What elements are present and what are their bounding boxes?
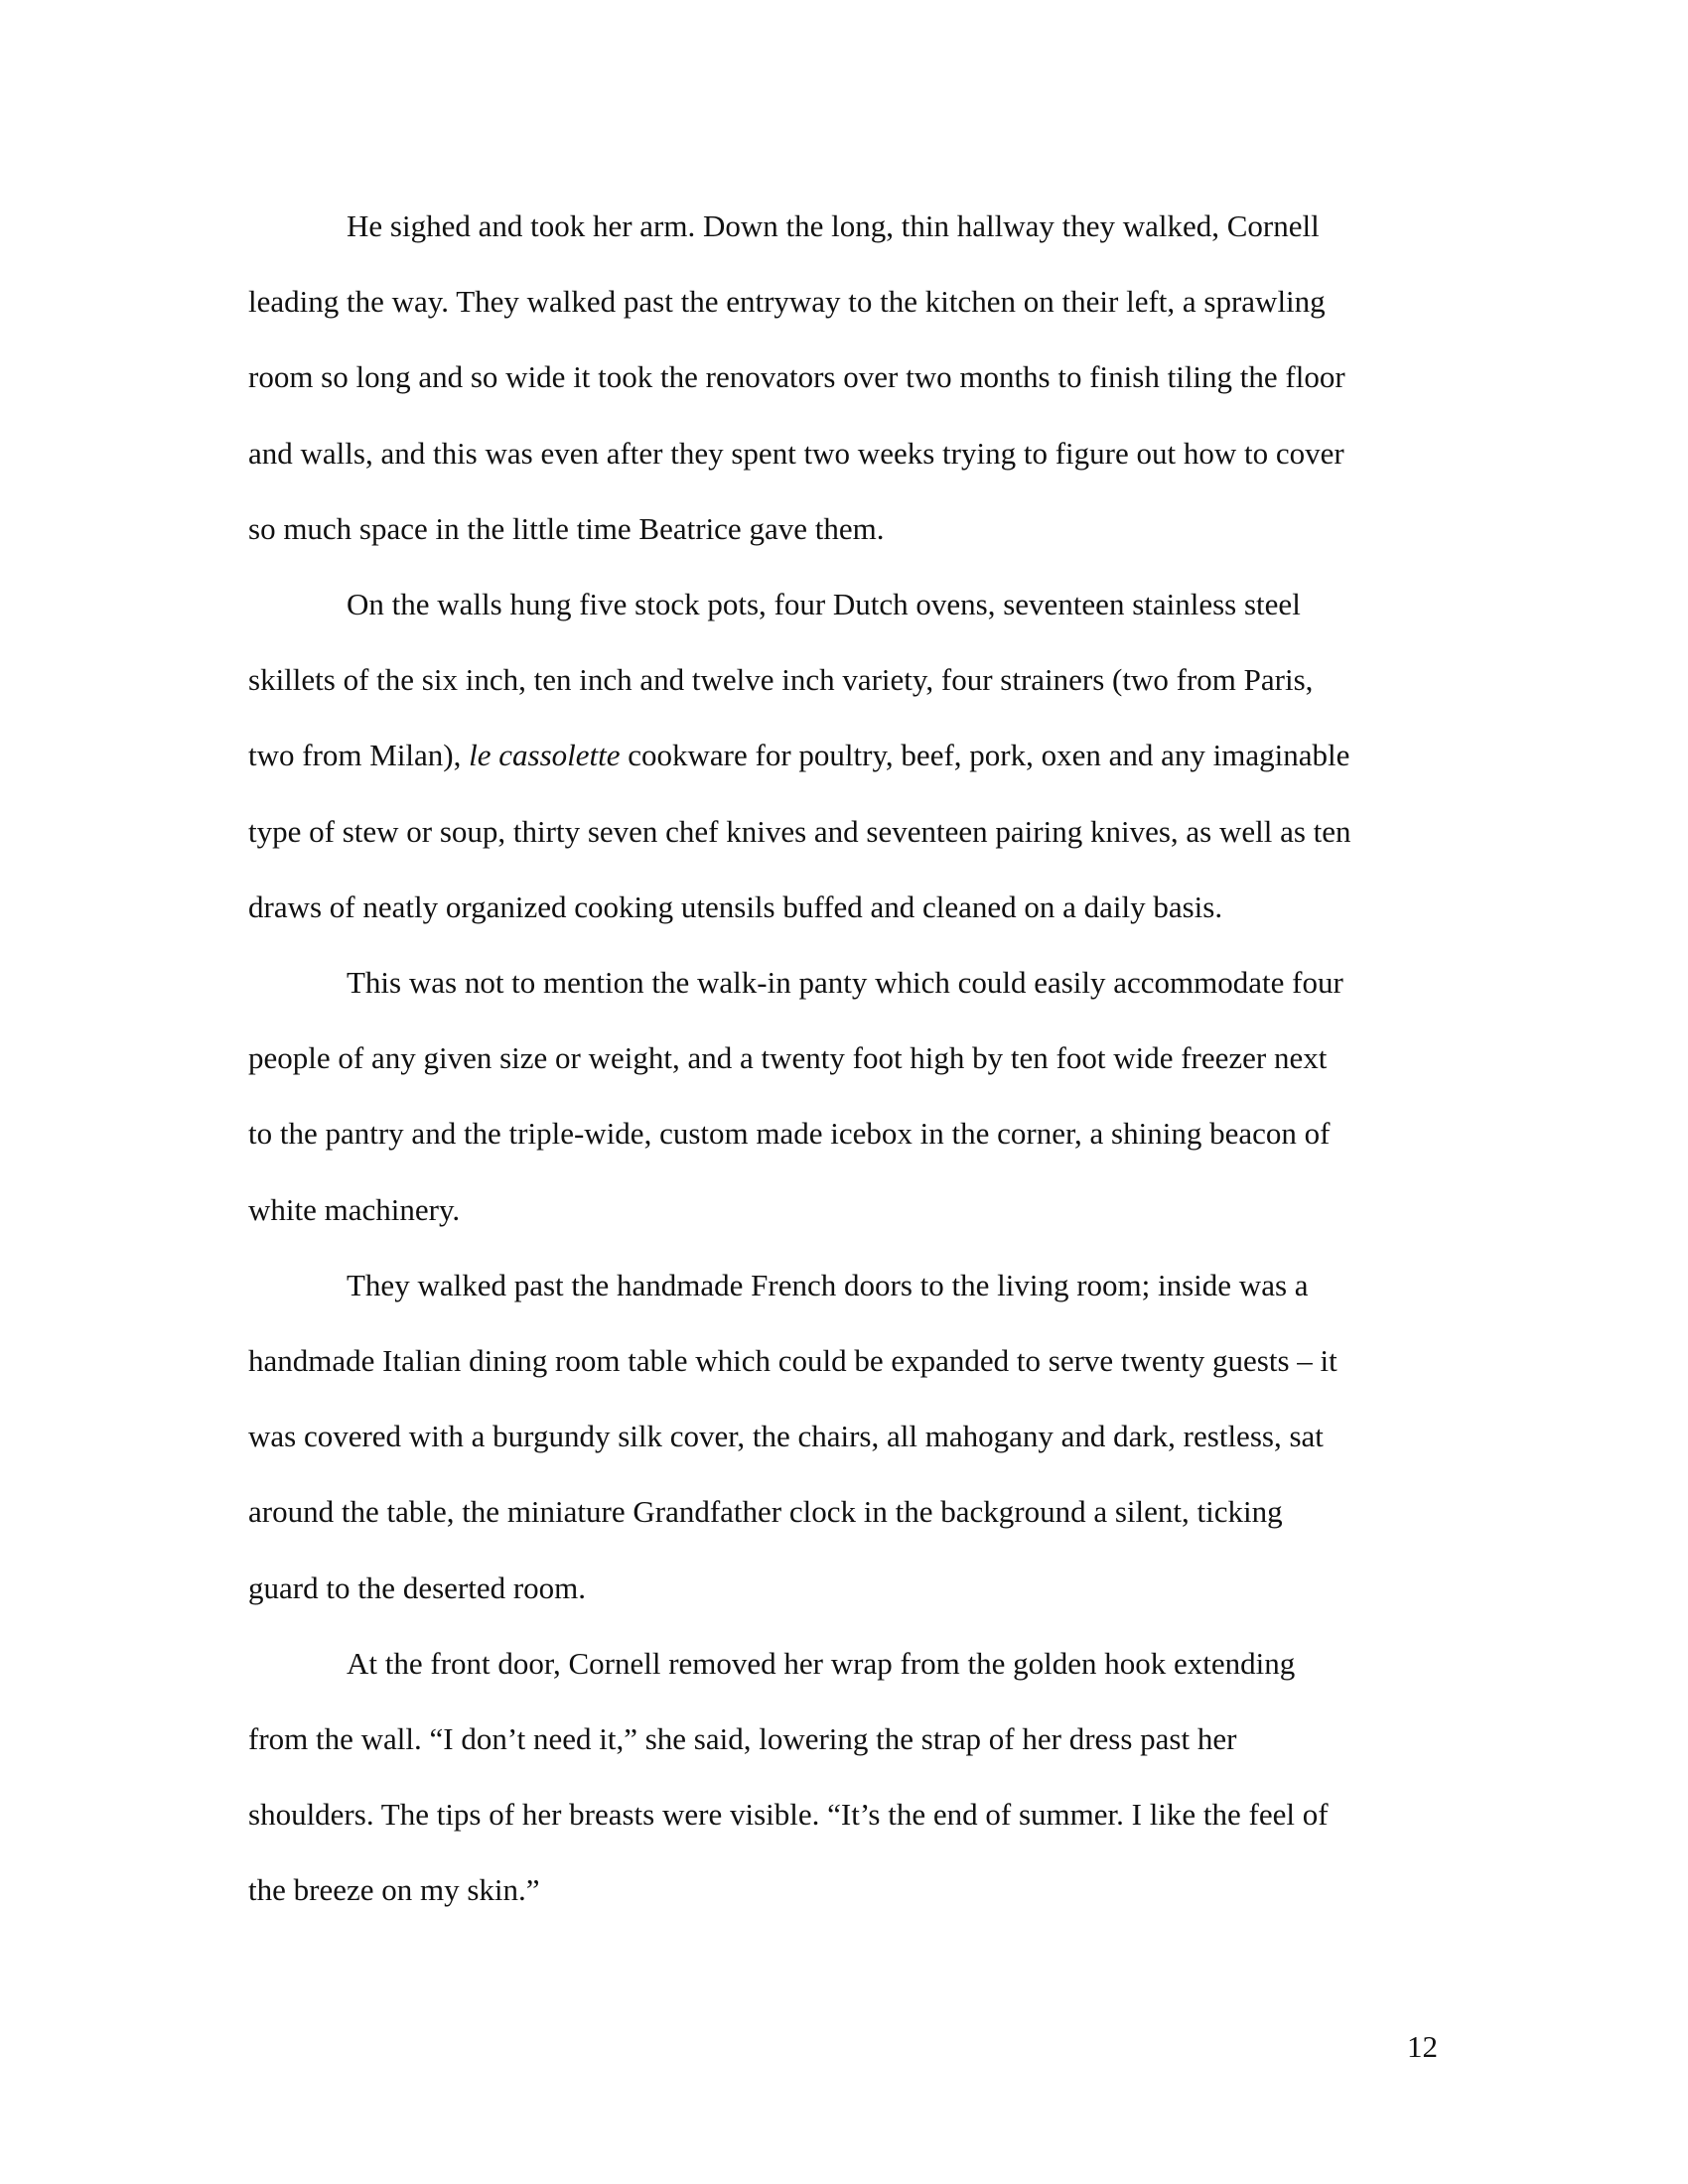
paragraph-2 [248, 567, 1440, 945]
document-body [248, 189, 1440, 1929]
text-line: shoulders. The tips of her breasts were visible. “It’s the end of summer. I like the feel of [248, 1797, 1329, 1833]
text-line: skillets of the six inch, ten inch and twelve inch variety, four strainers (two from Paris, [248, 662, 1314, 698]
paragraph-5 [248, 1626, 1440, 1929]
text-line: They walked past the handmade French doors to the living room; inside was a [347, 1267, 1309, 1302]
text-line: handmade Italian dining room table which could be expanded to serve twenty guests – it [248, 1343, 1337, 1379]
text-line-with-italic [248, 718, 1440, 793]
text-line: and walls, and this was even after they spent two weeks trying to figure out how to cover [248, 435, 1344, 471]
text-segment: cookware for poultry, beef, pork, oxen and any imaginable [620, 738, 1350, 773]
text-line: draws of neatly organized cooking utensils buffed and cleaned on a daily basis. [248, 888, 1223, 924]
text-line: people of any given size or weight, and a twenty foot high by ten foot wide freezer next [248, 1040, 1328, 1076]
text-line: At the front door, Cornell removed her wrap from the golden hook extending [347, 1645, 1296, 1681]
text-line: was covered with a burgundy silk cover, the chairs, all mahogany and dark, restless, sat [248, 1419, 1324, 1454]
text-line: white machinery. [248, 1191, 461, 1227]
text-line: He sighed and took her arm. Down the long, thin hallway they walked, Cornell [347, 208, 1320, 243]
text-line: so much space in the little time Beatrice gave them. [248, 510, 885, 546]
text-line: room so long and so wide it took the renovators over two months to finish tiling the floor [248, 359, 1345, 395]
text-line: the breeze on my skin.” [248, 1872, 540, 1908]
page-number: 12 [1407, 2029, 1438, 2064]
paragraph-1 [248, 189, 1440, 567]
italic-phrase: le cassolette [469, 738, 621, 773]
text-line: from the wall. “I don’t need it,” she said, lowering the strap of her dress past her [248, 1721, 1237, 1757]
paragraph-4 [248, 1248, 1440, 1626]
text-line: leading the way. They walked past the entryway to the kitchen on their left, a sprawling [248, 284, 1326, 320]
text-line: type of stew or soup, thirty seven chef knives and seventeen pairing knives, as well as ten [248, 813, 1351, 849]
text-line: to the pantry and the triple-wide, custom made icebox in the corner, a shining beacon of [248, 1116, 1331, 1152]
text-line: around the table, the miniature Grandfather clock in the background a silent, ticking [248, 1494, 1283, 1530]
text-line: On the walls hung five stock pots, four Dutch ovens, seventeen stainless steel [347, 587, 1301, 622]
text-segment: two from Milan), [248, 738, 470, 773]
paragraph-3 [248, 945, 1440, 1248]
text-line: This was not to mention the walk-in panty which could easily accommodate four [347, 965, 1343, 1001]
text-line: guard to the deserted room. [248, 1570, 587, 1605]
